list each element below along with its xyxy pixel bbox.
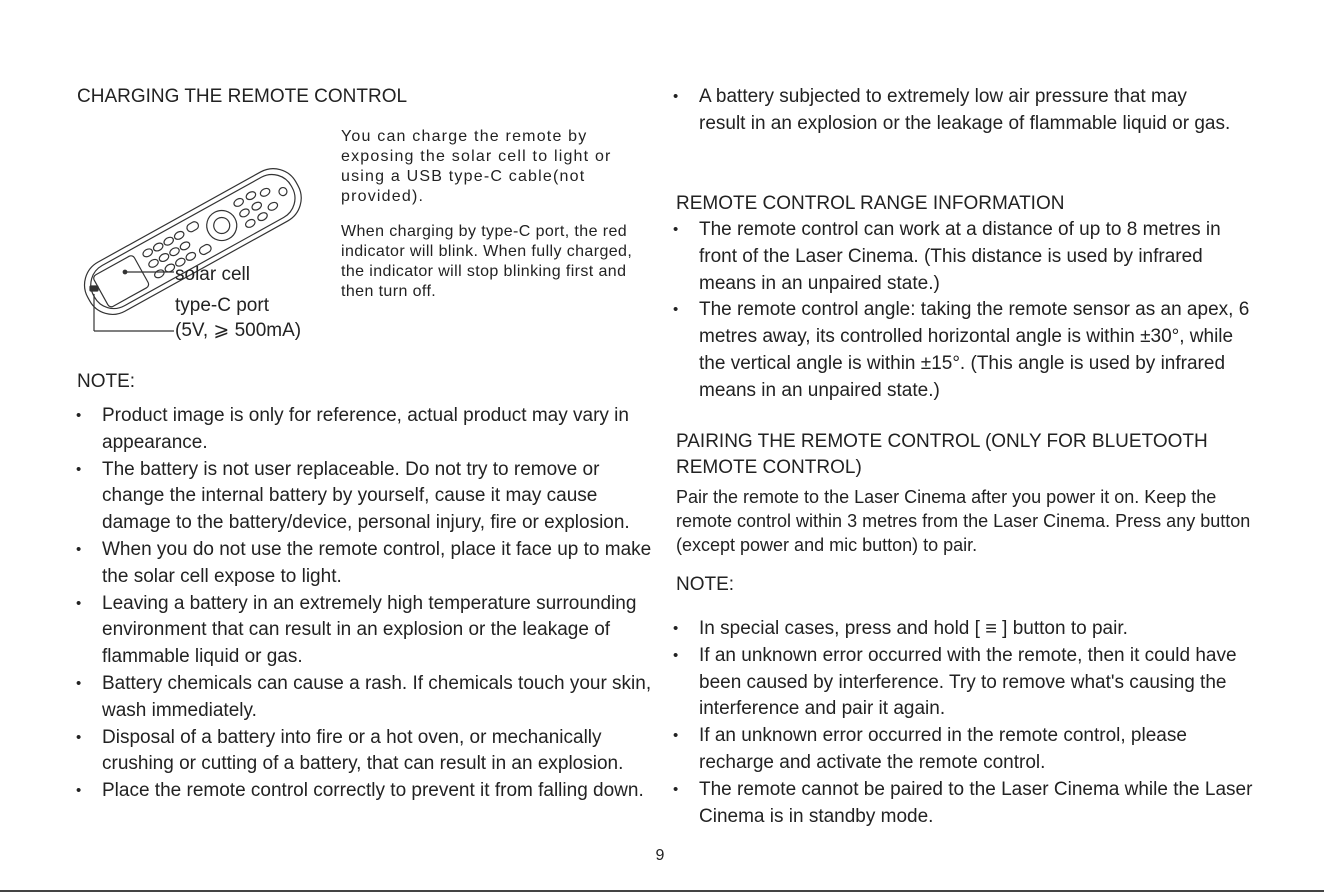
note-text: ] button to pair. — [1002, 618, 1128, 639]
callout-type-c-spec: (5V, ⩾ 500mA) — [175, 320, 302, 341]
battery-pressure-note — [673, 84, 1233, 138]
note-text: In special cases, press and hold [ — [699, 618, 980, 639]
list-item: • If an unknown error occurred with the remote, then it could have been caused by interference. Try to remove what's causing the interference and pair it again. — [673, 643, 1253, 723]
list-item — [673, 616, 1253, 643]
list-item: • Place the remote control correctly to prevent it from falling down. — [76, 778, 656, 805]
charging-intro — [341, 127, 637, 207]
range-list — [673, 217, 1263, 405]
charging-text-1: You can charge the remote by exposing the solar cell to light or using a USB type-C cable(not provided). — [341, 128, 612, 205]
notes-list-left — [76, 403, 656, 805]
list-item: • Disposal of a battery into fire or a hot oven, or mechanically crushing or cutting of a battery, that can result in an explosion. — [76, 725, 656, 779]
list-item: • A battery subjected to extremely low air pressure that may result in an explosion or the leakage of flammable liquid or gas. — [673, 84, 1233, 138]
pairing-heading: PAIRING THE REMOTE CONTROL (ONLY FOR BLUETOOTH REMOTE CONTROL) — [676, 431, 1208, 478]
note-heading-left: NOTE: — [77, 371, 136, 392]
callout-solar-cell: solar cell — [175, 264, 250, 285]
range-heading: REMOTE CONTROL RANGE INFORMATION — [676, 193, 1065, 214]
list-item: • The battery is not user replaceable. Do not try to remove or change the internal battery by yourself, cause it may cause damage to the battery/device, personal injury, fire or explosion. — [76, 457, 656, 537]
charging-text-2: When charging by type-C port, the red indicator will blink. When fully charged, the indicator will stop blinking first and then turn off. — [341, 223, 633, 300]
list-item: • Leaving a battery in an extremely high temperature surrounding environment that can result in an explosion or the leakage of flammable liquid or gas. — [76, 591, 656, 671]
list-item: • The remote control can work at a distance of up to 8 metres in front of the Laser Cinema. (This distance is used by infrared means in an unpaired state.) — [673, 217, 1263, 297]
notes-list-right — [673, 616, 1253, 830]
list-item: • When you do not use the remote control, place it face up to make the solar cell expose to light. — [76, 537, 656, 591]
list-item: • Battery chemicals can cause a rash. If chemicals touch your skin, wash immediately. — [76, 671, 656, 725]
charging-detail — [341, 222, 639, 302]
page-number: 9 — [655, 847, 665, 864]
bottom-rule — [0, 890, 1324, 892]
charging-heading: CHARGING THE REMOTE CONTROL — [77, 86, 408, 107]
menu-icon: ≡ — [985, 618, 997, 640]
note-heading-right: NOTE: — [676, 574, 735, 595]
pairing-text: Pair the remote to the Laser Cinema after you power it on. Keep the remote control within 3 metres from the Laser Cinema. Press any button (except power and mic button) to pair. — [676, 487, 1251, 555]
list-item: • The remote control angle: taking the remote sensor as an apex, 6 metres away, its controlled horizontal angle is within ±30°, while the vertical angle is within ±15°. (This angle is used by infrared means in an unpaired state.) — [673, 297, 1263, 404]
callout-type-c-port: type-C port — [175, 295, 269, 316]
list-item: • The remote cannot be paired to the Laser Cinema while the Laser Cinema is in standby mode. — [673, 777, 1253, 831]
list-item: • Product image is only for reference, actual product may vary in appearance. — [76, 403, 656, 457]
list-item: • If an unknown error occurred in the remote control, please recharge and activate the remote control. — [673, 723, 1253, 777]
